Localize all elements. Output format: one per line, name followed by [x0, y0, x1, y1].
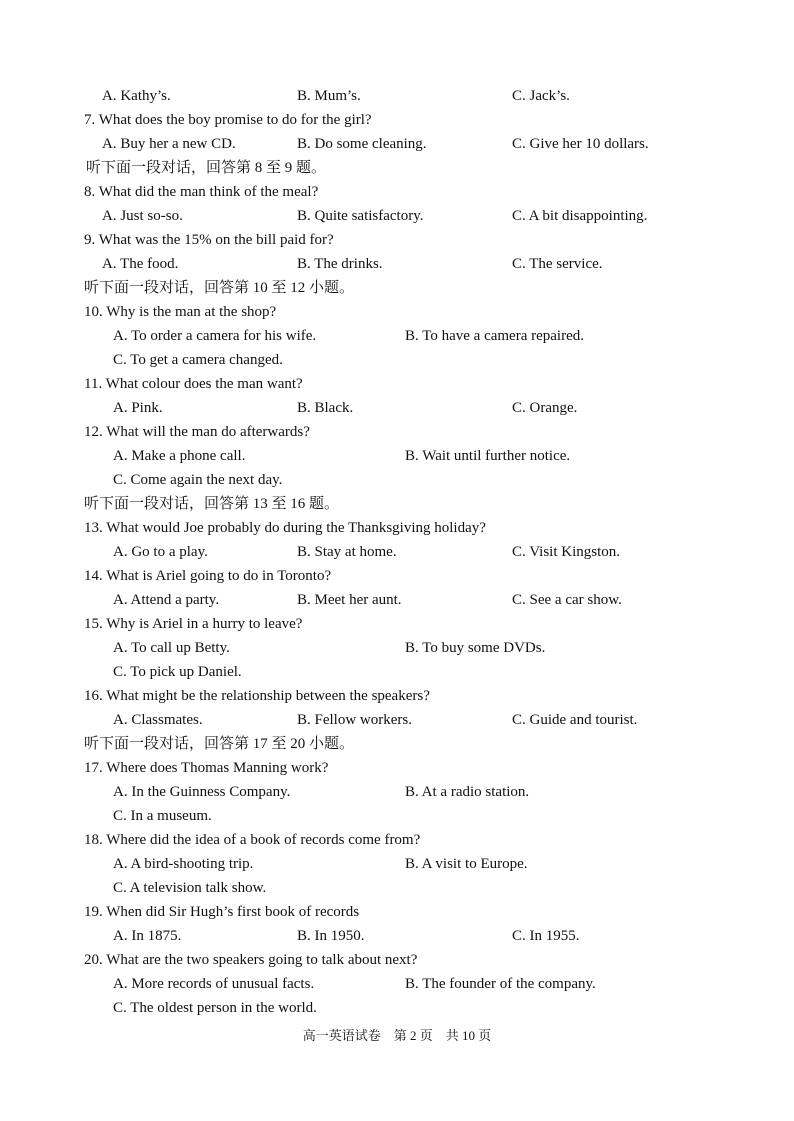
q9-option-a: A. The food. [102, 256, 179, 272]
q16-question [0, 684, 794, 708]
q17-options-row1 [0, 780, 794, 804]
q10-options-row2 [0, 348, 794, 372]
q8-option-a: A. Just so-so. [102, 208, 183, 224]
q11-text: 11. What colour does the man want? [84, 376, 303, 392]
section-heading-17-20 [0, 732, 794, 756]
q11-option-b: B. Black. [297, 400, 354, 416]
q12-options-row2 [0, 468, 794, 492]
q15-question [0, 612, 794, 636]
q13-option-c: C. Visit Kingston. [512, 544, 621, 560]
q11-options [0, 396, 794, 420]
q18-option-a: A. A bird-shooting trip. [113, 856, 254, 872]
q20-option-a: A. More records of unusual facts. [113, 976, 315, 992]
section-heading-13-16 [0, 492, 794, 516]
section-heading-13-16-text: 听下面一段对话，回答第 13 至 16 题。 [84, 496, 340, 512]
q10-options-row1 [0, 324, 794, 348]
q15-options-row2 [0, 660, 794, 684]
q18-option-c: C. A television talk show. [113, 880, 267, 896]
q20-option-c: C. The oldest person in the world. [113, 1000, 317, 1016]
q6-options [0, 84, 794, 108]
q6-option-b: B. Mum’s. [297, 88, 361, 104]
q9-question [0, 228, 794, 252]
q20-options-row1 [0, 972, 794, 996]
q8-question [0, 180, 794, 204]
q12-options-row1 [0, 444, 794, 468]
q20-question [0, 948, 794, 972]
q12-text: 12. What will the man do afterwards? [84, 424, 310, 440]
q12-question [0, 420, 794, 444]
q10-question [0, 300, 794, 324]
section-heading-8-9 [0, 156, 794, 180]
q15-option-c: C. To pick up Daniel. [113, 664, 242, 680]
q20-option-b: B. The founder of the company. [405, 976, 596, 992]
q20-text: 20. What are the two speakers going to talk about next? [84, 952, 418, 968]
q11-question [0, 372, 794, 396]
section-heading-10-12 [0, 276, 794, 300]
q10-option-a: A. To order a camera for his wife. [113, 328, 317, 344]
q14-option-b: B. Meet her aunt. [297, 592, 402, 608]
q6-option-a: A. Kathy’s. [102, 88, 171, 104]
q11-option-c: C. Orange. [512, 400, 578, 416]
q7-question [0, 108, 794, 132]
q10-option-c: C. To get a camera changed. [113, 352, 283, 368]
q15-option-a: A. To call up Betty. [113, 640, 230, 656]
q17-option-a: A. In the Guinness Company. [113, 784, 291, 800]
q14-option-c: C. See a car show. [512, 592, 622, 608]
q19-option-a: A. In 1875. [113, 928, 182, 944]
q9-option-b: B. The drinks. [297, 256, 383, 272]
q16-option-c: C. Guide and tourist. [512, 712, 638, 728]
q13-option-a: A. Go to a play. [113, 544, 208, 560]
section-heading-8-9-text: 听下面一段对话，回答第 8 至 9 题。 [86, 160, 327, 176]
q13-options [0, 540, 794, 564]
q11-option-a: A. Pink. [113, 400, 163, 416]
q9-text: 9. What was the 15% on the bill paid for? [84, 232, 334, 248]
q19-options [0, 924, 794, 948]
q17-options-row2 [0, 804, 794, 828]
q16-text: 16. What might be the relationship between the speakers? [84, 688, 430, 704]
q10-option-b: B. To have a camera repaired. [405, 328, 584, 344]
q10-text: 10. Why is the man at the shop? [84, 304, 277, 320]
q9-option-c: C. The service. [512, 256, 603, 272]
q18-question [0, 828, 794, 852]
q17-question [0, 756, 794, 780]
q19-question [0, 900, 794, 924]
q7-option-c: C. Give her 10 dollars. [512, 136, 649, 152]
q17-option-b: B. At a radio station. [405, 784, 530, 800]
q8-text: 8. What did the man think of the meal? [84, 184, 319, 200]
q18-option-b: B. A visit to Europe. [405, 856, 528, 872]
q17-option-c: C. In a museum. [113, 808, 212, 824]
q19-text: 19. When did Sir Hugh’s first book of records [84, 904, 360, 920]
q7-text: 7. What does the boy promise to do for the girl? [84, 112, 372, 128]
q15-option-b: B. To buy some DVDs. [405, 640, 546, 656]
q13-text: 13. What would Joe probably do during the Thanksgiving holiday? [84, 520, 486, 536]
q20-options-row2 [0, 996, 794, 1020]
q18-options-row1 [0, 852, 794, 876]
q12-option-c: C. Come again the next day. [113, 472, 283, 488]
q8-option-b: B. Quite satisfactory. [297, 208, 424, 224]
section-heading-17-20-text: 听下面一段对话，回答第 17 至 20 小题。 [84, 736, 355, 752]
q16-options [0, 708, 794, 732]
q7-options [0, 132, 794, 156]
q17-text: 17. Where does Thomas Manning work? [84, 760, 329, 776]
q7-option-b: B. Do some cleaning. [297, 136, 427, 152]
q18-options-row2 [0, 876, 794, 900]
page-footer: 高一英语试卷 第 2 页 共 10 页 [302, 1028, 492, 1043]
q14-text: 14. What is Ariel going to do in Toronto? [84, 568, 332, 584]
q12-option-b: B. Wait until further notice. [405, 448, 571, 464]
q16-option-b: B. Fellow workers. [297, 712, 412, 728]
q6-option-c: C. Jack’s. [512, 88, 570, 104]
q12-option-a: A. Make a phone call. [113, 448, 246, 464]
q15-text: 15. Why is Ariel in a hurry to leave? [84, 616, 303, 632]
q7-option-a: A. Buy her a new CD. [102, 136, 236, 152]
q19-option-b: B. In 1950. [297, 928, 365, 944]
q14-option-a: A. Attend a party. [113, 592, 220, 608]
q9-options [0, 252, 794, 276]
q18-text: 18. Where did the idea of a book of records come from? [84, 832, 421, 848]
q16-option-a: A. Classmates. [113, 712, 203, 728]
q14-question [0, 564, 794, 588]
q8-options [0, 204, 794, 228]
section-heading-10-12-text: 听下面一段对话，回答第 10 至 12 小题。 [84, 280, 355, 296]
q15-options-row1 [0, 636, 794, 660]
q14-options [0, 588, 794, 612]
q19-option-c: C. In 1955. [512, 928, 580, 944]
q13-option-b: B. Stay at home. [297, 544, 397, 560]
q13-question [0, 516, 794, 540]
q8-option-c: C. A bit disappointing. [512, 208, 648, 224]
